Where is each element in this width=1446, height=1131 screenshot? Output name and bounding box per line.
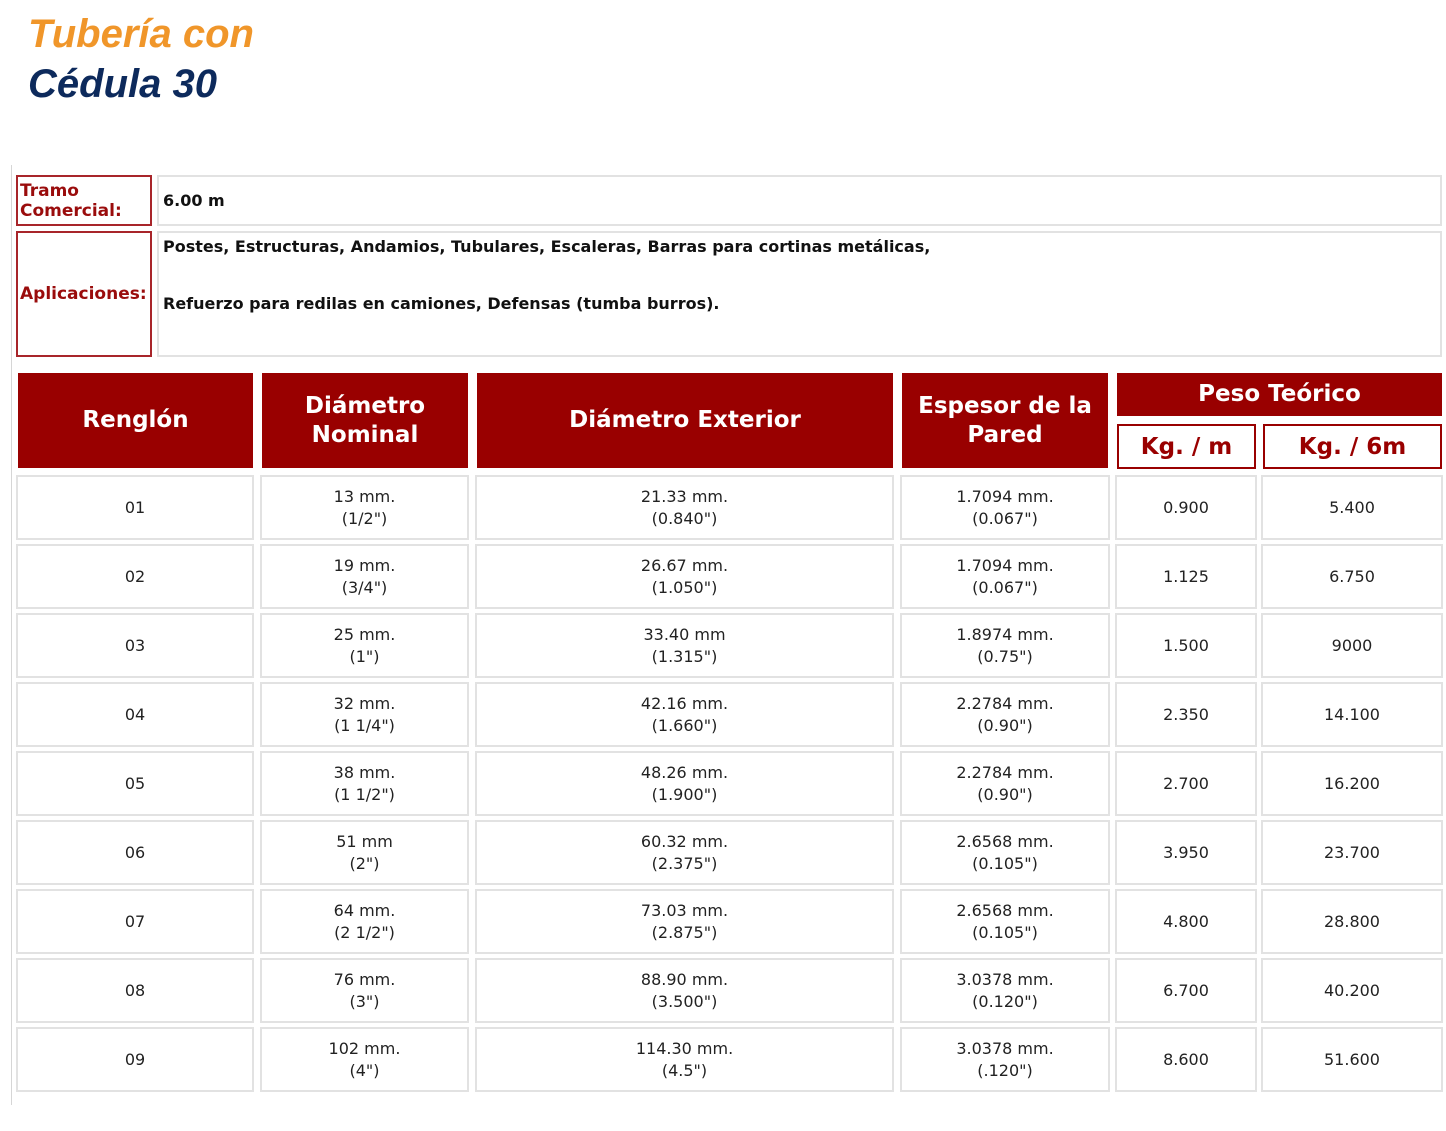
cell-kg-m: [1115, 889, 1257, 954]
cell-text: 8.600: [1163, 1049, 1209, 1069]
cell-text: 114.30 mm.: [635, 1038, 734, 1058]
tramo-label: Tramo Comercial:: [16, 175, 152, 226]
cell-renglon: [16, 751, 254, 816]
cell-kg-6m: [1261, 751, 1443, 816]
cell-text: (0.840"): [651, 508, 718, 528]
cell-espesor: [900, 613, 1110, 678]
cell-renglon: [16, 544, 254, 609]
cell-text: (1.315"): [651, 646, 718, 666]
cell-text: 2.700: [1163, 773, 1209, 793]
cell-espesor: [900, 1027, 1110, 1092]
cell-kg-m: [1115, 958, 1257, 1023]
cell-kg-m: [1115, 820, 1257, 885]
cell-text: 1.7094 mm.: [956, 486, 1054, 506]
cell-kg-m: [1115, 613, 1257, 678]
cell-renglon: [16, 1027, 254, 1092]
cell-espesor: [900, 958, 1110, 1023]
cell-text: 73.03 mm.: [640, 900, 729, 920]
cell-text: 102 mm.: [328, 1038, 401, 1058]
cell-text: 01: [124, 497, 146, 517]
cell-text: 4.800: [1163, 911, 1209, 931]
cell-text: 21.33 mm.: [640, 486, 729, 506]
cell-text: 33.40 mm: [643, 624, 726, 644]
header-diametro-exterior: Diámetro Exterior: [477, 373, 893, 468]
cell-text: 06: [124, 842, 146, 862]
cell-renglon: [16, 958, 254, 1023]
cell-diametro-exterior: [475, 958, 894, 1023]
cell-diametro-nominal: [260, 613, 469, 678]
cell-text: 42.16 mm.: [640, 693, 729, 713]
cell-text: 1.500: [1163, 635, 1209, 655]
cell-kg-m: [1115, 751, 1257, 816]
header-espesor: Espesor de la Pared: [902, 373, 1108, 468]
cell-text: 64 mm.: [333, 900, 396, 920]
cell-text: (1"): [349, 646, 380, 666]
cell-text: (0.90"): [977, 715, 1033, 735]
cell-text: (2.875"): [651, 922, 718, 942]
cell-text: 1.7094 mm.: [956, 555, 1054, 575]
cell-text: (1.900"): [651, 784, 718, 804]
header-kg-6m: Kg. / 6m: [1263, 424, 1442, 469]
cell-text: (3"): [349, 991, 380, 1011]
cell-kg-6m: [1261, 544, 1443, 609]
cell-text: 38 mm.: [333, 762, 396, 782]
cell-text: 09: [124, 1049, 146, 1069]
cell-text: (4"): [349, 1060, 380, 1080]
cell-text: 88.90 mm.: [640, 969, 729, 989]
cell-kg-6m: [1261, 820, 1443, 885]
cell-kg-m: [1115, 1027, 1257, 1092]
cell-text: 26.67 mm.: [640, 555, 729, 575]
cell-text: 2.2784 mm.: [956, 762, 1054, 782]
cell-espesor: [900, 544, 1110, 609]
cell-kg-6m: [1261, 475, 1443, 540]
cell-text: 3.0378 mm.: [956, 969, 1054, 989]
cell-text: 32 mm.: [333, 693, 396, 713]
cell-text: 60.32 mm.: [640, 831, 729, 851]
cell-text: 02: [124, 566, 146, 586]
cell-text: 5.400: [1329, 497, 1375, 517]
cell-text: (1 1/2"): [334, 784, 395, 804]
title-line-2: Cédula 30: [28, 62, 217, 106]
header-peso-teorico: Peso Teórico: [1117, 373, 1442, 416]
cell-text: 05: [124, 773, 146, 793]
cell-text: (1.050"): [651, 577, 718, 597]
cell-text: 07: [124, 911, 146, 931]
cell-text: 3.950: [1163, 842, 1209, 862]
cell-espesor: [900, 475, 1110, 540]
aplicaciones-line-2: Refuerzo para redilas en camiones, Defensas (tumba burros).: [163, 294, 720, 313]
header-kg-m: Kg. / m: [1117, 424, 1256, 469]
cell-kg-6m: [1261, 613, 1443, 678]
cell-text: 2.2784 mm.: [956, 693, 1054, 713]
cell-text: 28.800: [1324, 911, 1380, 931]
cell-text: (2 1/2"): [334, 922, 395, 942]
cell-text: 48.26 mm.: [640, 762, 729, 782]
cell-kg-6m: [1261, 958, 1443, 1023]
cell-text: 13 mm.: [333, 486, 396, 506]
cell-espesor: [900, 820, 1110, 885]
cell-text: 0.900: [1163, 497, 1209, 517]
cell-kg-m: [1115, 475, 1257, 540]
header-diametro-nominal: Diámetro Nominal: [262, 373, 468, 468]
cell-text: (0.067"): [972, 577, 1038, 597]
cell-text: (0.105"): [972, 922, 1038, 942]
cell-renglon: [16, 475, 254, 540]
cell-text: (0.120"): [972, 991, 1038, 1011]
header-renglon: Renglón: [18, 373, 253, 468]
cell-text: 76 mm.: [333, 969, 396, 989]
cell-espesor: [900, 682, 1110, 747]
cell-diametro-exterior: [475, 682, 894, 747]
cell-text: (0.75"): [977, 646, 1033, 666]
cell-text: 2.6568 mm.: [956, 831, 1054, 851]
cell-kg-6m: [1261, 682, 1443, 747]
cell-text: (3/4"): [341, 577, 388, 597]
cell-text: 14.100: [1324, 704, 1380, 724]
cell-text: 19 mm.: [333, 555, 396, 575]
cell-text: 9000: [1331, 635, 1373, 655]
cell-text: 6.750: [1329, 566, 1375, 586]
cell-renglon: [16, 682, 254, 747]
cell-text: (3.500"): [651, 991, 718, 1011]
cell-text: (1/2"): [341, 508, 388, 528]
cell-text: 51 mm: [336, 831, 393, 851]
aplicaciones-label: Aplicaciones:: [16, 231, 152, 357]
cell-text: (.120"): [977, 1060, 1033, 1080]
tramo-value: 6.00 m: [157, 175, 1442, 226]
cell-diametro-exterior: [475, 820, 894, 885]
left-divider: [11, 165, 12, 1105]
cell-renglon: [16, 889, 254, 954]
cell-diametro-nominal: [260, 682, 469, 747]
cell-diametro-exterior: [475, 475, 894, 540]
cell-text: (2.375"): [651, 853, 718, 873]
cell-text: 2.6568 mm.: [956, 900, 1054, 920]
cell-text: 04: [124, 704, 146, 724]
cell-text: 08: [124, 980, 146, 1000]
cell-kg-6m: [1261, 1027, 1443, 1092]
cell-text: 3.0378 mm.: [956, 1038, 1054, 1058]
cell-renglon: [16, 820, 254, 885]
aplicaciones-value: [157, 231, 1442, 357]
cell-text: (1.660"): [651, 715, 718, 735]
cell-text: 23.700: [1324, 842, 1380, 862]
cell-kg-m: [1115, 682, 1257, 747]
cell-diametro-exterior: [475, 544, 894, 609]
cell-text: (0.90"): [977, 784, 1033, 804]
cell-text: (4.5"): [661, 1060, 708, 1080]
cell-diametro-nominal: [260, 958, 469, 1023]
cell-text: 1.8974 mm.: [956, 624, 1054, 644]
cell-text: 2.350: [1163, 704, 1209, 724]
cell-diametro-exterior: [475, 1027, 894, 1092]
cell-text: 40.200: [1324, 980, 1380, 1000]
cell-espesor: [900, 751, 1110, 816]
cell-renglon: [16, 613, 254, 678]
cell-text: 25 mm.: [333, 624, 396, 644]
title-line-1: Tubería con: [28, 12, 254, 56]
cell-text: (0.067"): [972, 508, 1038, 528]
cell-text: 1.125: [1163, 566, 1209, 586]
cell-diametro-exterior: [475, 889, 894, 954]
cell-text: 16.200: [1324, 773, 1380, 793]
cell-text: 03: [124, 635, 146, 655]
cell-diametro-exterior: [475, 613, 894, 678]
cell-diametro-exterior: [475, 751, 894, 816]
cell-text: 6.700: [1163, 980, 1209, 1000]
cell-diametro-nominal: [260, 820, 469, 885]
cell-espesor: [900, 889, 1110, 954]
cell-kg-m: [1115, 544, 1257, 609]
cell-text: (1 1/4"): [334, 715, 395, 735]
cell-diametro-nominal: [260, 1027, 469, 1092]
cell-text: 51.600: [1324, 1049, 1380, 1069]
aplicaciones-line-1: Postes, Estructuras, Andamios, Tubulares, Escaleras, Barras para cortinas metálicas,: [163, 237, 931, 256]
cell-text: (0.105"): [972, 853, 1038, 873]
cell-diametro-nominal: [260, 889, 469, 954]
cell-diametro-nominal: [260, 544, 469, 609]
cell-diametro-nominal: [260, 751, 469, 816]
cell-text: (2"): [349, 853, 380, 873]
cell-kg-6m: [1261, 889, 1443, 954]
cell-diametro-nominal: [260, 475, 469, 540]
